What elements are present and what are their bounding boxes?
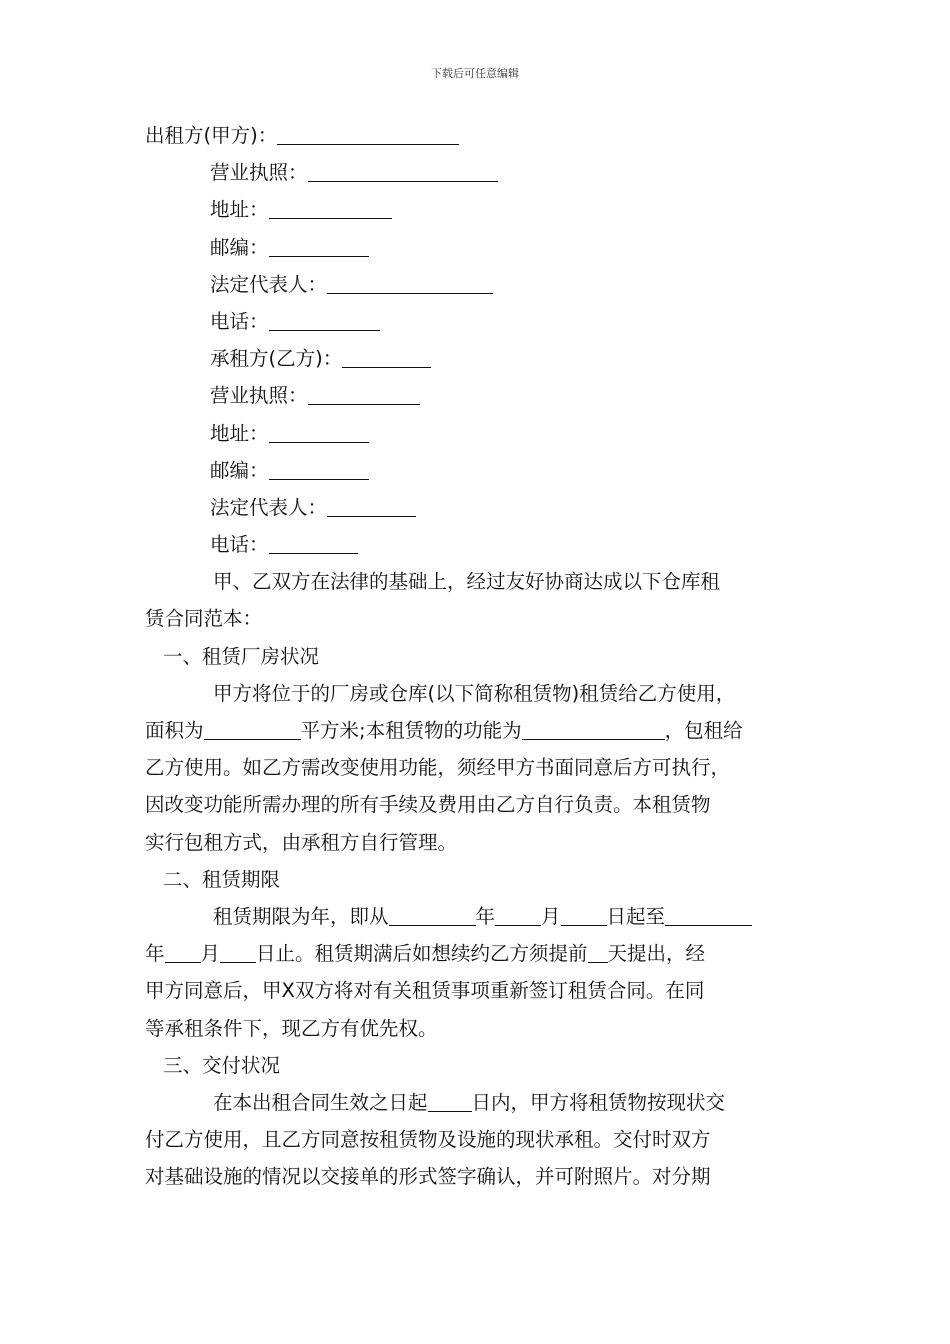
section-3-line-2: 付乙方使用，且乙方同意按租赁物及设施的现状承租。交付时双方 bbox=[145, 1128, 711, 1152]
notice-tail: 天提出，经 bbox=[607, 942, 706, 966]
party-b-license-blank[interactable] bbox=[308, 382, 420, 405]
party-a-title-line bbox=[145, 117, 810, 154]
section-2-line-3: 甲方同意后，甲Ⅹ双方将对有关租赁事项重新签订租赁合同。在同 bbox=[145, 979, 705, 1003]
delivery-text: 在本出租合同生效之日起 bbox=[213, 1090, 428, 1114]
intro-line-2: 赁合同范本： bbox=[145, 607, 263, 631]
party-b-address-line bbox=[145, 415, 810, 452]
notice-days-blank[interactable] bbox=[588, 940, 608, 963]
party-b-phone-blank[interactable] bbox=[269, 531, 358, 554]
page-header-note: 下载后可任意编辑 bbox=[431, 67, 519, 80]
day-to-label: 日起至 bbox=[606, 904, 666, 928]
party-a-rep-line bbox=[145, 266, 810, 303]
party-b-rep-label: 法定代表人： bbox=[210, 495, 328, 519]
party-b-rep-line bbox=[145, 489, 810, 526]
party-b-rep-blank[interactable] bbox=[327, 494, 416, 517]
area-label: 面积为 bbox=[145, 719, 204, 742]
month-label: 月 bbox=[541, 904, 561, 928]
party-a-title: 出租方(甲方)： bbox=[145, 124, 278, 147]
year-label-2: 年 bbox=[145, 942, 165, 966]
section-2-line-2 bbox=[145, 935, 810, 972]
start-year-blank[interactable] bbox=[389, 903, 476, 926]
party-b-license-line bbox=[145, 377, 810, 414]
section-3-heading: 三、交付状况 bbox=[163, 1053, 281, 1077]
party-b-title-line bbox=[145, 340, 810, 377]
section-2-heading: 二、租赁期限 bbox=[163, 867, 281, 891]
section-1-heading: 一、租赁厂房状况 bbox=[163, 644, 320, 668]
end-month-blank[interactable] bbox=[165, 940, 201, 963]
party-a-rep-blank[interactable] bbox=[327, 271, 493, 294]
area-blank[interactable] bbox=[204, 717, 301, 740]
start-month-blank[interactable] bbox=[495, 903, 541, 926]
renewal-text: 日止。租赁期满后如想续约乙方须提前 bbox=[256, 942, 588, 966]
section-1-line-1: 甲方将位于的厂房或仓库(以下简称租赁物)租赁给乙方使用， bbox=[213, 681, 736, 705]
party-b-title: 承租方(乙方)： bbox=[210, 347, 343, 371]
section-1-line-4: 因改变功能所需办理的所有手续及费用由乙方自行负责。本租赁物 bbox=[145, 793, 711, 817]
delivery-days-blank[interactable] bbox=[428, 1089, 472, 1112]
party-a-phone-label: 电话： bbox=[210, 309, 269, 333]
section-3-line-1 bbox=[145, 1084, 810, 1121]
section-1-line-5: 实行包租方式，由承租方自行管理。 bbox=[145, 830, 458, 854]
party-b-phone-label: 电话： bbox=[210, 533, 269, 557]
party-a-address-label: 地址： bbox=[210, 198, 269, 222]
party-a-rep-label: 法定代表人： bbox=[210, 272, 328, 296]
section-3-line-3: 对基础设施的情况以交接单的形式签字确认，并可附照片。对分期 bbox=[145, 1165, 711, 1189]
lease-term-label: 租赁期限为年，即从 bbox=[213, 904, 389, 928]
party-b-license-label: 营业执照： bbox=[210, 384, 308, 408]
end-day-blank[interactable] bbox=[220, 940, 256, 963]
party-b-phone-line bbox=[145, 526, 810, 563]
start-day-blank[interactable] bbox=[561, 903, 607, 926]
party-a-address-blank[interactable] bbox=[269, 196, 392, 219]
section-2-line-4: 等承租条件下，现乙方有优先权。 bbox=[145, 1016, 438, 1040]
party-a-address-line bbox=[145, 191, 810, 228]
delivery-tail: 日内，甲方将租赁物按现状交 bbox=[471, 1090, 726, 1114]
party-a-postcode-blank[interactable] bbox=[269, 234, 369, 257]
party-b-postcode-label: 邮编： bbox=[210, 458, 269, 482]
end-year-blank[interactable] bbox=[665, 903, 752, 926]
party-b-postcode-blank[interactable] bbox=[269, 457, 369, 480]
function-label: 平方米;本租赁物的功能为 bbox=[300, 719, 522, 742]
party-a-postcode-line bbox=[145, 229, 810, 266]
year-label: 年 bbox=[475, 904, 496, 928]
intro-line-1: 甲、乙双方在法律的基础上，经过友好协商达成以下仓库租 bbox=[213, 570, 721, 594]
party-a-license-blank[interactable] bbox=[308, 159, 498, 182]
section-1-line-2-tail: ，包租给 bbox=[664, 719, 743, 742]
party-a-phone-line bbox=[145, 303, 810, 340]
party-a-license-label: 营业执照： bbox=[210, 161, 308, 185]
party-b-postcode-line bbox=[145, 452, 810, 489]
party-a-phone-blank[interactable] bbox=[269, 308, 380, 331]
contract-body bbox=[145, 117, 810, 1195]
party-a-postcode-label: 邮编： bbox=[210, 235, 269, 259]
section-1-line-2 bbox=[145, 712, 810, 749]
section-2-line-1 bbox=[145, 898, 810, 935]
month-label-2: 月 bbox=[200, 942, 221, 966]
party-a-license-line bbox=[145, 154, 810, 191]
function-blank[interactable] bbox=[522, 717, 665, 740]
party-b-address-label: 地址： bbox=[210, 421, 269, 445]
party-a-name-blank[interactable] bbox=[277, 122, 459, 145]
section-1-line-3: 乙方使用。如乙方需改变使用功能，须经甲方书面同意后方可执行， bbox=[145, 756, 731, 780]
party-b-name-blank[interactable] bbox=[342, 345, 431, 368]
party-b-address-blank[interactable] bbox=[269, 420, 369, 443]
